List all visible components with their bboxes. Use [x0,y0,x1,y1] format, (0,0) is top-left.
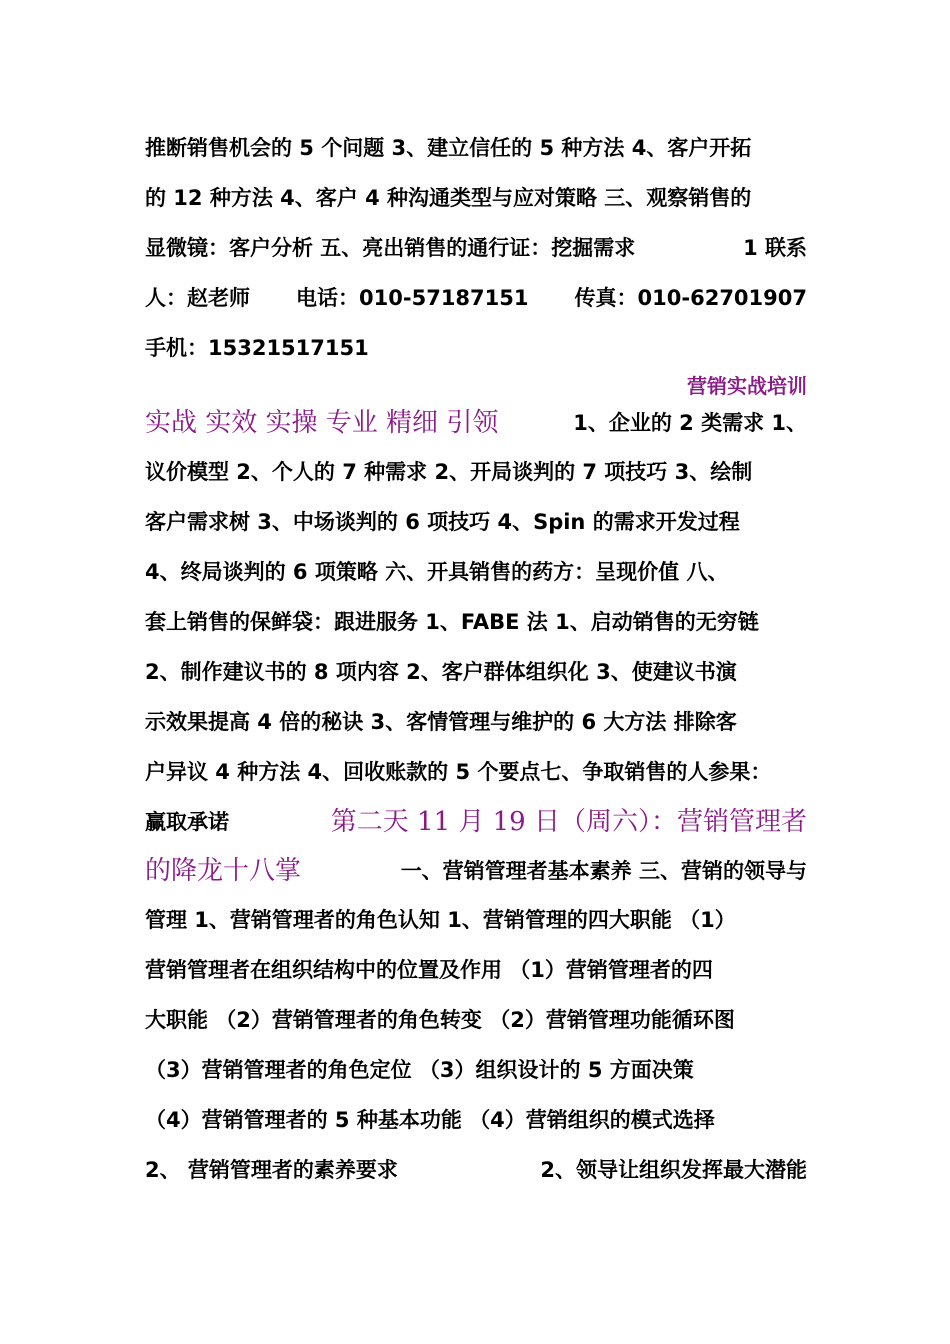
text-line-2 [145,183,807,213]
text-segment: 4、终局谈判的 6 项策略 六、开具销售的药方：呈现价值 八、 [145,560,729,584]
text-segment: 示效果提高 4 倍的秘诀 3、客情管理与维护的 6 大方法 排除客 [145,710,737,734]
text-segment: 2、 营销管理者的素养要求 [145,1158,398,1182]
text-line-19 [145,1055,807,1085]
text-line-11 [145,657,807,687]
slogan: 实战 实效 实操 专业 精细 引领 [145,408,499,438]
text-segment: 赢取承诺 [145,810,229,834]
text-line-12 [145,707,807,737]
contact-line [145,283,807,313]
text-segment: 推断销售机会的 5 个问题 3、建立信任的 5 种方法 4、客户开拓 [145,136,752,160]
text-line-17 [145,955,807,985]
text-segment: （3）营销管理者的角色定位 （3）组织设计的 5 方面决策 [145,1058,694,1082]
contact-mobile: 手机：15321517151 [145,336,369,360]
day-two-heading: 第二天 11 月 19 日（周六）：营销管理者 [330,807,807,837]
text-line-18 [145,1005,807,1035]
text-line-10 [145,607,807,637]
text-segment: 营销管理者在组织结构中的位置及作用 （1）营销管理者的四 [145,958,713,982]
contact-fax: 传真：010-62701907 [574,286,807,310]
text-line-slogan [145,407,807,439]
training-tag: 营销实战培训 [687,374,807,398]
text-segment: 2、领导让组织发挥最大潜能 [540,1158,807,1182]
text-segment: 议价模型 2、个人的 7 种需求 2、开局谈判的 7 项技巧 3、绘制 [145,460,753,484]
text-line-9 [145,557,807,587]
text-line-21 [145,1155,807,1185]
contact-person: 人：赵老师 [145,286,250,310]
text-segment: 的 12 种方法 4、客户 4 种沟通类型与应对策略 三、观察销售的 [145,186,752,210]
text-line-20 [145,1105,807,1135]
text-segment: 显微镜：客户分析 五、亮出销售的通行证：挖掘需求 [145,236,636,260]
document-page [145,0,807,1344]
text-segment: 管理 1、营销管理者的角色认知 1、营销管理的四大职能 （1） [145,908,736,932]
text-line-16 [145,905,807,935]
text-line-day2-title [145,805,807,839]
text-line-7 [145,457,807,487]
text-line-1 [145,133,807,163]
day-two-heading-cont: 的降龙十八掌 [145,856,302,886]
mobile-line [145,333,807,363]
header-tag-line [145,371,807,401]
text-segment: 套上销售的保鲜袋：跟进服务 1、FABE 法 1、启动销售的无穷链 [145,610,759,634]
text-segment: （4）营销管理者的 5 种基本功能 （4）营销组织的模式选择 [145,1108,715,1132]
text-line-day2-subtitle [145,855,807,887]
text-line-13 [145,757,807,787]
text-segment: 2、制作建议书的 8 项内容 2、客户群体组织化 3、使建议书演 [145,660,737,684]
text-segment: 1 联系 [743,236,807,260]
text-segment: 户异议 4 种方法 4、回收账款的 5 个要点七、争取销售的人参果： [145,760,772,784]
contact-phone: 电话：010-57187151 [296,286,529,310]
text-segment: 客户需求树 3、中场谈判的 6 项技巧 4、Spin 的需求开发过程 [145,510,740,534]
text-segment: 1、企业的 2 类需求 1、 [573,411,807,435]
text-line-8 [145,507,807,537]
text-segment: 大职能 （2）营销管理者的角色转变 （2）营销管理功能循环图 [145,1008,735,1032]
text-line-3 [145,233,807,263]
text-segment: 一、营销管理者基本素养 三、营销的领导与 [400,859,807,883]
